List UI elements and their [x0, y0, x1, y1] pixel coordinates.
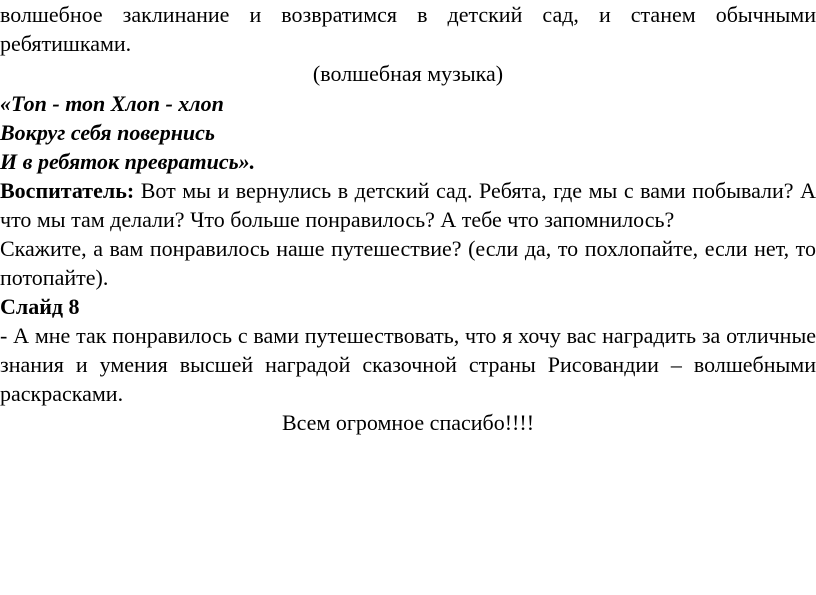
teacher-text: Вот мы и вернулись в детский сад. Ребята, где мы с вами побывали? А что мы там делали? Что больше понравилось? А тебе что запомнилось?: [0, 178, 816, 232]
teacher-label: Воспитатель:: [0, 178, 135, 203]
music-note: (волшебная музыка): [312, 61, 504, 86]
poem-line-1: «Топ - топ Хлоп - хлоп: [0, 91, 224, 116]
slide-heading: Слайд 8: [0, 294, 80, 319]
reward-paragraph: - А мне так понравилось с вами путешествовать, что я хочу вас наградить за отличные знания и умения высшей наградой сказочной страны Рисовандии – волшебными раскрасками.: [0, 323, 816, 406]
question-paragraph: Скажите, а вам понравилось наше путешествие? (если да, то похлопайте, если нет, то потопайте).: [0, 236, 816, 290]
thanks-line: Всем огромное спасибо!!!!: [281, 410, 535, 435]
intro-paragraph: волшебное заклинание и возвратимся в детский сад, и станем обычными ребятишками.: [0, 2, 816, 56]
poem-line-2: Вокруг себя повернись: [0, 120, 215, 145]
poem-line-3: И в ребяток превратись».: [0, 149, 256, 174]
teacher-paragraph: [0, 176, 816, 234]
